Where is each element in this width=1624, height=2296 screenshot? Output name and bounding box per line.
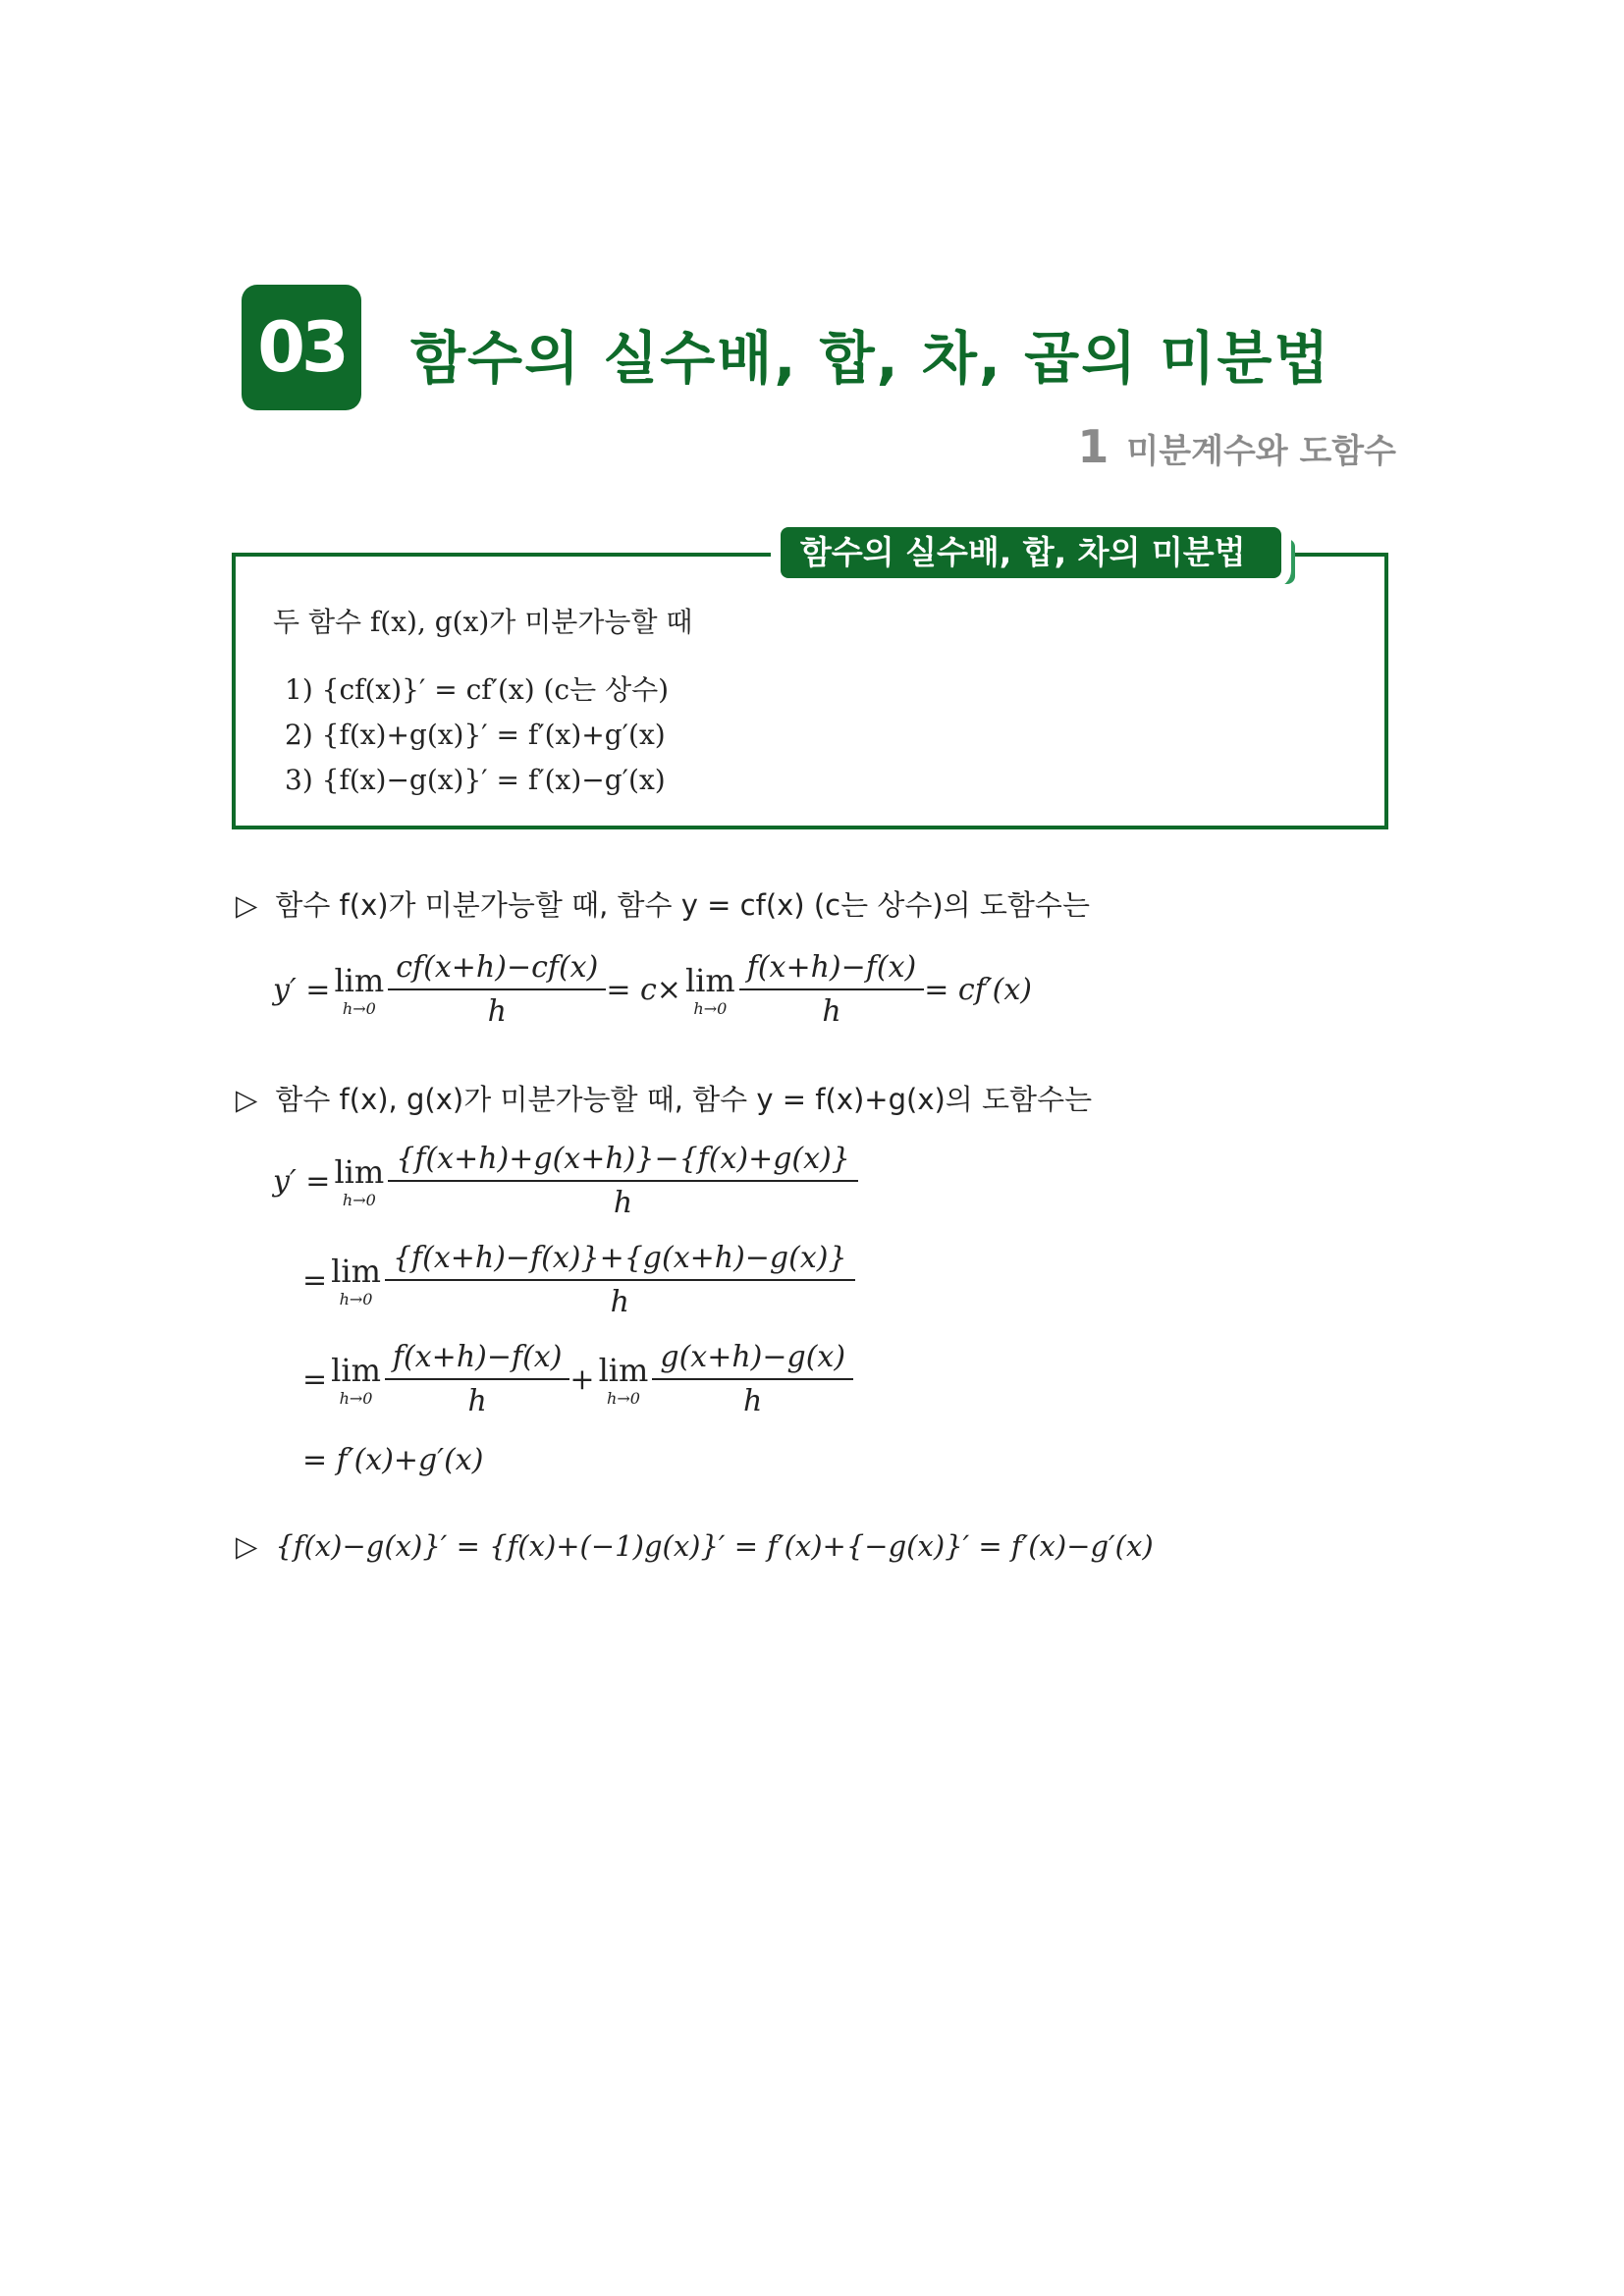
limit-operator: lim h→0 [331,1351,381,1408]
eq-sign: = [302,1362,328,1397]
eq-middle: = c× [606,972,681,1007]
explanation-2 [236,1078,1092,1118]
eq-result: = f′(x)+g′(x) [302,1443,484,1477]
plus-sign: + [569,1362,595,1397]
explanation-1 [236,883,1090,924]
derivation-sum-line-3 [302,1340,853,1418]
chapter-label [1077,420,1396,473]
derivation-sum-line-2 [302,1241,855,1319]
section-title: 함수의 실수배, 합, 차, 곱의 미분법 [410,325,1331,392]
eq-sign: = [302,1262,328,1298]
eq-lhs: y′ = [273,972,331,1007]
rule-1: 1) {cf(x)}′ = cf′(x) (c는 상수) [285,673,670,706]
derivation-sum-line-1 [273,1142,858,1220]
rule-2: 2) {f(x)+g(x)}′ = f′(x)+g′(x) [285,719,666,751]
rule-3: 3) {f(x)−g(x)}′ = f′(x)−g′(x) [285,764,666,796]
theorem-box-title-tab [781,527,1281,578]
theorem-intro: 두 함수 f(x), g(x)가 미분가능할 때 [273,606,693,638]
limit-operator: lim h→0 [331,1252,381,1308]
limit-operator: lim h→0 [684,961,735,1018]
triangle-bullet-icon: ▷ [236,1083,258,1116]
explanation-3 [236,1529,1154,1563]
limit-operator: lim h→0 [598,1351,649,1408]
explanation-3-text: {f(x)−g(x)}′ = {f(x)+(−1)g(x)}′ = f′(x)+{−g(x)}′ = f′(x)−g′(x) [275,1529,1154,1563]
triangle-bullet-icon: ▷ [236,888,258,922]
derivation-sum-line-4 [302,1443,483,1477]
derivation-scalar [273,950,1032,1029]
fraction: $\frac{cf(x+h)-cf(x)}{h}$ [392,950,602,1029]
section-number-badge: 03 [242,285,361,410]
limit-operator: lim h→0 [334,961,385,1018]
explanation-1-text: 함수 f(x)가 미분가능할 때, 함수 y = cf(x) (c는 상수)의 도함수는 [275,888,1090,922]
eq-result: = cf′(x) [924,972,1032,1007]
fraction: $\frac{f(x+h)-f(x)}{h}$ [743,950,920,1029]
fraction: $\frac{g(x+h)-g(x)}{h}$ [656,1340,849,1418]
limit-operator: lim h→0 [334,1152,385,1209]
theorem-rules [285,667,669,803]
fraction: $\frac{f(x+h)-f(x)}{h}$ [389,1340,566,1418]
triangle-bullet-icon: ▷ [236,1529,258,1563]
eq-lhs: y′ = [273,1163,331,1199]
explanation-2-text: 함수 f(x), g(x)가 미분가능할 때, 함수 y = f(x)+g(x)의 도함수는 [275,1083,1093,1116]
chapter-name: 미분계수와 도함수 [1126,432,1396,471]
fraction: $\frac{\{f(x+h)-f(x)\}+\{g(x+h)-g(x)\}}{h}$ [389,1241,851,1319]
chapter-number: 1 [1077,420,1110,473]
fraction: $\frac{\{f(x+h)+g(x+h)\}-\{f(x)+g(x)\}}{h}$ [392,1142,854,1220]
theorem-box-title: 함수의 실수배, 합, 차의 미분법 [781,527,1281,578]
